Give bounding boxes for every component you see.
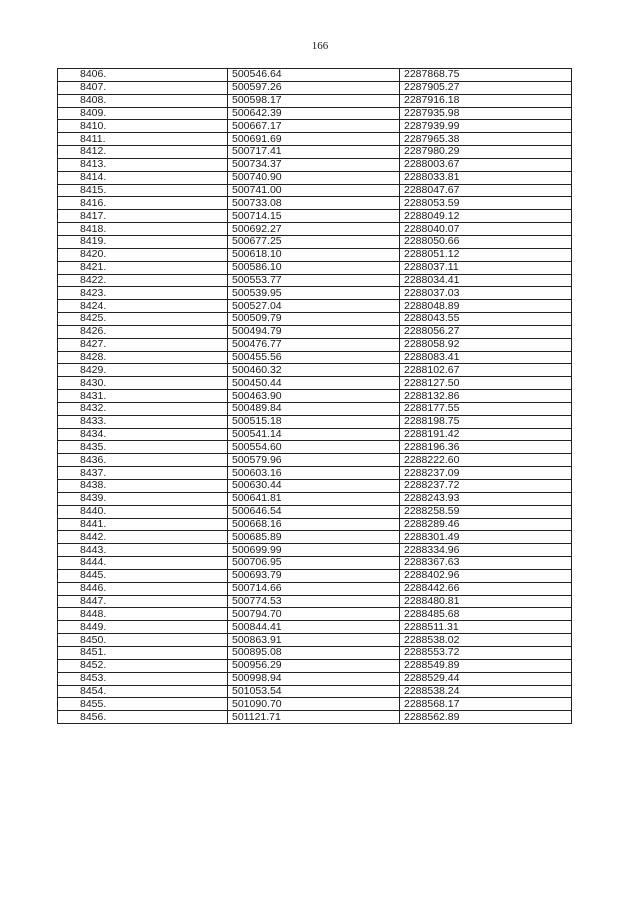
page-number: 166 [311, 40, 329, 52]
point-number-cell: 8430. [58, 377, 228, 390]
table-row [58, 467, 572, 480]
table-row [58, 248, 572, 261]
point-number-cell: 8410. [58, 120, 228, 133]
table-row [58, 390, 572, 403]
y-coordinate-cell: 2288529.44 [400, 672, 572, 685]
point-number-cell: 8429. [58, 364, 228, 377]
table-row [58, 569, 572, 582]
table-row [58, 531, 572, 544]
y-coordinate-cell: 2288562.89 [400, 711, 572, 724]
point-number-cell: 8418. [58, 223, 228, 236]
point-number-cell: 8427. [58, 338, 228, 351]
x-coordinate-cell: 500450.44 [228, 377, 400, 390]
point-number-cell: 8409. [58, 107, 228, 120]
x-coordinate-cell: 500734.37 [228, 158, 400, 171]
table-row [58, 261, 572, 274]
table-row [58, 595, 572, 608]
y-coordinate-cell: 2288050.66 [400, 235, 572, 248]
point-number-cell: 8439. [58, 492, 228, 505]
table-row [58, 685, 572, 698]
y-coordinate-cell: 2288056.27 [400, 325, 572, 338]
y-coordinate-cell: 2288102.67 [400, 364, 572, 377]
table-row [58, 454, 572, 467]
x-coordinate-cell: 500691.69 [228, 133, 400, 146]
point-number-cell: 8442. [58, 531, 228, 544]
x-coordinate-cell: 500774.53 [228, 595, 400, 608]
y-coordinate-cell: 2288037.03 [400, 287, 572, 300]
point-number-cell: 8444. [58, 557, 228, 570]
table-row [58, 69, 572, 82]
x-coordinate-cell: 500541.14 [228, 428, 400, 441]
table-row [58, 223, 572, 236]
table-row [58, 351, 572, 364]
table-row [58, 133, 572, 146]
y-coordinate-cell: 2288480.81 [400, 595, 572, 608]
x-coordinate-cell: 500895.08 [228, 646, 400, 659]
point-number-cell: 8456. [58, 711, 228, 724]
point-number-cell: 8426. [58, 325, 228, 338]
y-coordinate-cell: 2288047.67 [400, 184, 572, 197]
point-number-cell: 8431. [58, 390, 228, 403]
y-coordinate-cell: 2287905.27 [400, 81, 572, 94]
y-coordinate-cell: 2288442.66 [400, 582, 572, 595]
y-coordinate-cell: 2288043.55 [400, 313, 572, 326]
y-coordinate-cell: 2287935.98 [400, 107, 572, 120]
x-coordinate-cell: 500597.26 [228, 81, 400, 94]
x-coordinate-cell: 501121.71 [228, 711, 400, 724]
y-coordinate-cell: 2288191.42 [400, 428, 572, 441]
point-number-cell: 8428. [58, 351, 228, 364]
y-coordinate-cell: 2288198.75 [400, 415, 572, 428]
y-coordinate-cell: 2288402.96 [400, 569, 572, 582]
point-number-cell: 8406. [58, 69, 228, 82]
point-number-cell: 8424. [58, 300, 228, 313]
y-coordinate-cell: 2288083.41 [400, 351, 572, 364]
x-coordinate-cell: 500998.94 [228, 672, 400, 685]
x-coordinate-cell: 500706.95 [228, 557, 400, 570]
y-coordinate-cell: 2288040.07 [400, 223, 572, 236]
table-row [58, 608, 572, 621]
x-coordinate-cell: 500476.77 [228, 338, 400, 351]
point-number-cell: 8440. [58, 505, 228, 518]
table-row [58, 646, 572, 659]
point-number-cell: 8443. [58, 544, 228, 557]
point-number-cell: 8433. [58, 415, 228, 428]
y-coordinate-cell: 2288289.46 [400, 518, 572, 531]
x-coordinate-cell: 500717.41 [228, 146, 400, 159]
point-number-cell: 8453. [58, 672, 228, 685]
table-row [58, 505, 572, 518]
table-row [58, 544, 572, 557]
x-coordinate-cell: 500460.32 [228, 364, 400, 377]
x-coordinate-cell: 500546.64 [228, 69, 400, 82]
table-row [58, 415, 572, 428]
y-coordinate-cell: 2288549.89 [400, 659, 572, 672]
point-number-cell: 8411. [58, 133, 228, 146]
x-coordinate-cell: 500677.25 [228, 235, 400, 248]
y-coordinate-cell: 2288003.67 [400, 158, 572, 171]
x-coordinate-cell: 500579.96 [228, 454, 400, 467]
table-row [58, 325, 572, 338]
point-number-cell: 8441. [58, 518, 228, 531]
point-number-cell: 8408. [58, 94, 228, 107]
y-coordinate-cell: 2288033.81 [400, 171, 572, 184]
table-row [58, 210, 572, 223]
x-coordinate-cell: 500509.79 [228, 313, 400, 326]
y-coordinate-cell: 2287868.75 [400, 69, 572, 82]
x-coordinate-cell: 500489.84 [228, 402, 400, 415]
y-coordinate-cell: 2288243.93 [400, 492, 572, 505]
x-coordinate-cell: 500685.89 [228, 531, 400, 544]
x-coordinate-cell: 500714.66 [228, 582, 400, 595]
table-row [58, 557, 572, 570]
point-number-cell: 8415. [58, 184, 228, 197]
table-row [58, 364, 572, 377]
x-coordinate-cell: 500630.44 [228, 480, 400, 493]
point-number-cell: 8420. [58, 248, 228, 261]
y-coordinate-cell: 2288127.50 [400, 377, 572, 390]
y-coordinate-cell: 2288367.63 [400, 557, 572, 570]
point-number-cell: 8451. [58, 646, 228, 659]
point-number-cell: 8446. [58, 582, 228, 595]
y-coordinate-cell: 2288237.72 [400, 480, 572, 493]
x-coordinate-cell: 500554.60 [228, 441, 400, 454]
table-row [58, 621, 572, 634]
x-coordinate-cell: 500494.79 [228, 325, 400, 338]
y-coordinate-cell: 2288334.96 [400, 544, 572, 557]
x-coordinate-cell: 500693.79 [228, 569, 400, 582]
point-number-cell: 8452. [58, 659, 228, 672]
x-coordinate-cell: 500553.77 [228, 274, 400, 287]
y-coordinate-cell: 2288301.49 [400, 531, 572, 544]
point-number-cell: 8449. [58, 621, 228, 634]
y-coordinate-cell: 2288538.24 [400, 685, 572, 698]
y-coordinate-cell: 2288053.59 [400, 197, 572, 210]
y-coordinate-cell: 2288049.12 [400, 210, 572, 223]
y-coordinate-cell: 2288511.31 [400, 621, 572, 634]
point-number-cell: 8407. [58, 81, 228, 94]
point-number-cell: 8434. [58, 428, 228, 441]
point-number-cell: 8414. [58, 171, 228, 184]
table-row [58, 94, 572, 107]
x-coordinate-cell: 501090.70 [228, 698, 400, 711]
table-row [58, 672, 572, 685]
y-coordinate-cell: 2287916.18 [400, 94, 572, 107]
y-coordinate-cell: 2288177.55 [400, 402, 572, 415]
point-number-cell: 8417. [58, 210, 228, 223]
table-row [58, 146, 572, 159]
x-coordinate-cell: 501053.54 [228, 685, 400, 698]
x-coordinate-cell: 500741.00 [228, 184, 400, 197]
x-coordinate-cell: 500646.54 [228, 505, 400, 518]
x-coordinate-cell: 500618.10 [228, 248, 400, 261]
x-coordinate-cell: 500527.04 [228, 300, 400, 313]
point-number-cell: 8425. [58, 313, 228, 326]
y-coordinate-cell: 2288568.17 [400, 698, 572, 711]
table-row [58, 158, 572, 171]
x-coordinate-cell: 500515.18 [228, 415, 400, 428]
x-coordinate-cell: 500844.41 [228, 621, 400, 634]
point-number-cell: 8454. [58, 685, 228, 698]
y-coordinate-cell: 2287980.29 [400, 146, 572, 159]
x-coordinate-cell: 500692.27 [228, 223, 400, 236]
table-row [58, 492, 572, 505]
table-row [58, 81, 572, 94]
table-row [58, 235, 572, 248]
table-row [58, 274, 572, 287]
x-coordinate-cell: 500740.90 [228, 171, 400, 184]
table-row [58, 184, 572, 197]
x-coordinate-cell: 500641.81 [228, 492, 400, 505]
y-coordinate-cell: 2288553.72 [400, 646, 572, 659]
point-number-cell: 8447. [58, 595, 228, 608]
point-number-cell: 8421. [58, 261, 228, 274]
point-number-cell: 8436. [58, 454, 228, 467]
x-coordinate-cell: 500668.16 [228, 518, 400, 531]
table-row [58, 120, 572, 133]
x-coordinate-cell: 500863.91 [228, 634, 400, 647]
table-row [58, 698, 572, 711]
point-number-cell: 8432. [58, 402, 228, 415]
x-coordinate-cell: 500603.16 [228, 467, 400, 480]
y-coordinate-cell: 2288132.86 [400, 390, 572, 403]
y-coordinate-cell: 2288051.12 [400, 248, 572, 261]
x-coordinate-cell: 500586.10 [228, 261, 400, 274]
table-row [58, 634, 572, 647]
table-row [58, 300, 572, 313]
table-row [58, 107, 572, 120]
y-coordinate-cell: 2288258.59 [400, 505, 572, 518]
y-coordinate-cell: 2287965.38 [400, 133, 572, 146]
point-number-cell: 8450. [58, 634, 228, 647]
x-coordinate-cell: 500463.90 [228, 390, 400, 403]
table-row [58, 197, 572, 210]
x-coordinate-cell: 500699.99 [228, 544, 400, 557]
point-number-cell: 8435. [58, 441, 228, 454]
point-number-cell: 8422. [58, 274, 228, 287]
y-coordinate-cell: 2288196.36 [400, 441, 572, 454]
y-coordinate-cell: 2288048.89 [400, 300, 572, 313]
x-coordinate-cell: 500714.15 [228, 210, 400, 223]
table-row [58, 480, 572, 493]
table-row [58, 582, 572, 595]
table-row [58, 441, 572, 454]
x-coordinate-cell: 500642.39 [228, 107, 400, 120]
point-number-cell: 8438. [58, 480, 228, 493]
table-row [58, 377, 572, 390]
point-number-cell: 8419. [58, 235, 228, 248]
point-number-cell: 8448. [58, 608, 228, 621]
point-number-cell: 8416. [58, 197, 228, 210]
point-number-cell: 8423. [58, 287, 228, 300]
y-coordinate-cell: 2288237.09 [400, 467, 572, 480]
y-coordinate-cell: 2288058.92 [400, 338, 572, 351]
y-coordinate-cell: 2288222.60 [400, 454, 572, 467]
x-coordinate-cell: 500539.95 [228, 287, 400, 300]
point-number-cell: 8437. [58, 467, 228, 480]
x-coordinate-cell: 500455.56 [228, 351, 400, 364]
point-number-cell: 8412. [58, 146, 228, 159]
x-coordinate-cell: 500667.17 [228, 120, 400, 133]
point-number-cell: 8413. [58, 158, 228, 171]
y-coordinate-cell: 2288037.11 [400, 261, 572, 274]
y-coordinate-cell: 2288538.02 [400, 634, 572, 647]
x-coordinate-cell: 500598.17 [228, 94, 400, 107]
table-row [58, 518, 572, 531]
coordinates-table-body [58, 69, 572, 724]
y-coordinate-cell: 2287939.99 [400, 120, 572, 133]
x-coordinate-cell: 500956.29 [228, 659, 400, 672]
point-number-cell: 8445. [58, 569, 228, 582]
y-coordinate-cell: 2288034.41 [400, 274, 572, 287]
x-coordinate-cell: 500794.70 [228, 608, 400, 621]
table-row [58, 338, 572, 351]
point-number-cell: 8455. [58, 698, 228, 711]
y-coordinate-cell: 2288485.68 [400, 608, 572, 621]
table-row [58, 171, 572, 184]
table-row [58, 659, 572, 672]
coordinates-table [57, 68, 572, 724]
table-row [58, 313, 572, 326]
table-row [58, 711, 572, 724]
x-coordinate-cell: 500733.08 [228, 197, 400, 210]
table-row [58, 428, 572, 441]
table-row [58, 402, 572, 415]
table-row [58, 287, 572, 300]
